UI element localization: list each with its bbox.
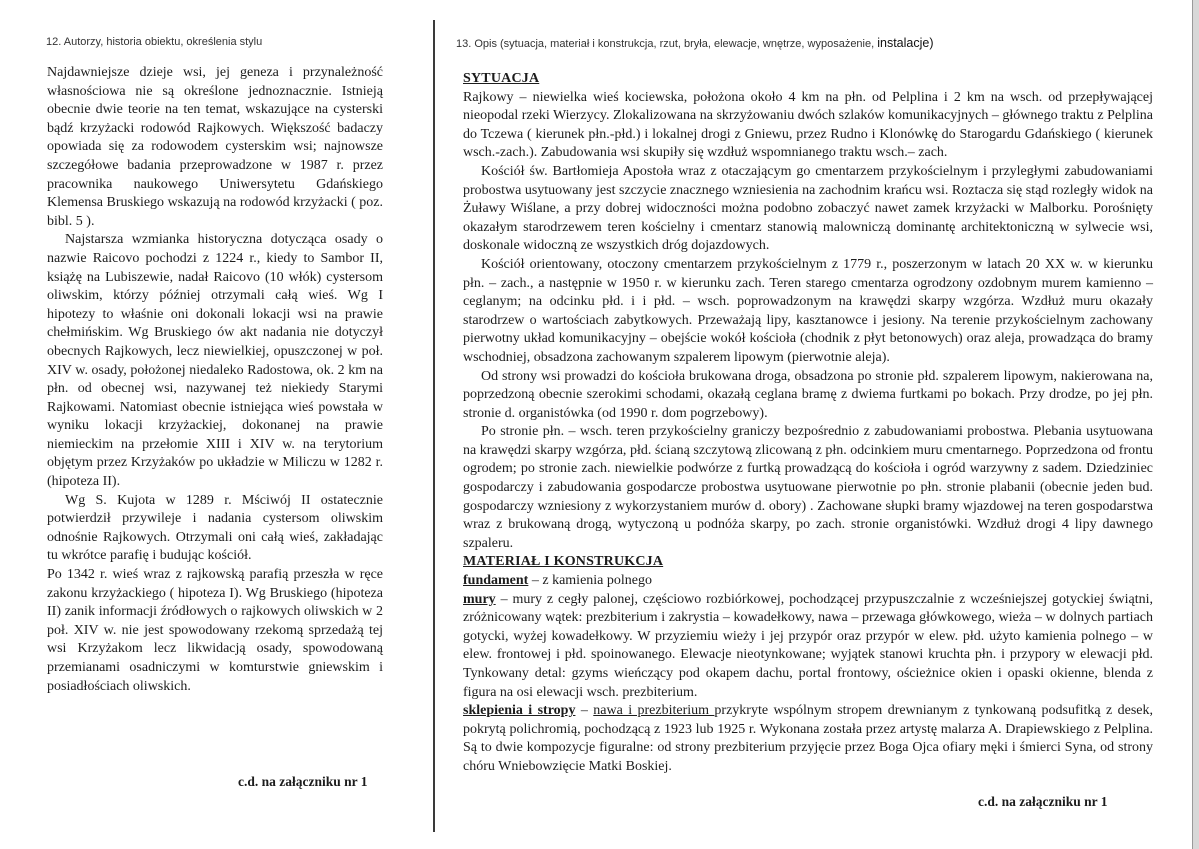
- mury-entry: [463, 591, 1153, 703]
- history-paragraph-4: Po 1342 r. wieś wraz z rajkowską parafią przeszła w ręce zakonu krzyżackiego ( hipoteza I). Wg Bruskiego (hipoteza II) zanik informacji źródłowych o rajkowych oliwskich w 2 poł. XIV w. nie jest spowodowany rzekomą sprzedażą tej wsi Krzyżakom lecz likwidacją osady, spowodowaną przemianami osadniczymi w komturstwie gniewskim i posiadłościach oliwskich.: [47, 567, 383, 694]
- left-continuation-note: c.d. na załączniku nr 1: [238, 774, 368, 789]
- left-page-header: 12. Autorzy, historia obiektu, określenia stylu: [46, 36, 263, 48]
- section-title-material: MATERIAŁ I KONSTRUKCJA: [463, 554, 664, 570]
- history-paragraph-3: Wg S. Kujota w 1289 r. Mściwój II ostatecznie potwierdził przywileje i nadania cystersom oliwskim odnośnie Rajkowych. Otrzymali oni całą wieś, zakładając tu wkrótce parafię i budując kościół.: [47, 492, 383, 564]
- situation-paragraph-5: Po stronie płn. – wsch. teren przykościelny graniczy bezpośrednio z zabudowaniami probostwa. Plebania usytuowana na krawędzi skarpy wzgórza, płd. ścianą szczytową zlicowaną z płn. odcinkiem muru cmentarnego. Poprzedzona od frontu ogrodem; po stronie zach. niewielkie podwórze z furtką prowadzącą do kościoła i ogród warzywny z sadem. Dziedziniec gospodarczy i zabudowania gospodarcze probostwa usytuowane pierwotnie po płn. stronie plabanii (obecnie jeden bud. gospodarczy wzniesiony z wykorzystaniem murów d. obory) . Zachowane słupki bramy wjazdowej na teren gospodarstwa wraz z brukowaną drogą, wytyczoną u podnóża skarpy, po zach. stronie organistówki. Wzdłuż drogi 4 lipy dawnego szpaleru.: [463, 424, 1153, 551]
- mury-label: mury: [463, 591, 496, 607]
- history-text-column: [47, 64, 383, 696]
- sklepienia-sublabel: nawa i prezbiterium: [593, 703, 715, 719]
- right-header-text: 13. Opis (sytuacja, materiał i konstrukcja, rzut, bryła, elewacje, wnętrze, wyposażenie,: [456, 38, 875, 50]
- right-header-tail: instalacje): [877, 36, 934, 50]
- fundament-entry: [463, 572, 1153, 591]
- description-text-column: [463, 70, 1153, 777]
- right-page-header: [456, 36, 934, 50]
- sklepienia-label: sklepienia i stropy: [463, 703, 576, 719]
- situation-paragraph-4: Od strony wsi prowadzi do kościoła brukowana droga, obsadzona po stronie płd. szpalerem lipowym, nakierowana na, poprzedzoną obecnie szerokimi schodami, okazałą ceglana bramę z dwiema furtkami po bokach. Przy drodze, po jej płn. stronie d. organistówka (od 1990 r. dom pogrzebowy).: [463, 368, 1153, 421]
- mury-text: – mury z cegły palonej, częściowo rozbiórkowej, pochodzącej przypuszczalnie z wcześniejszej gotyckiej świątni, zróżnicowany wątek: prezbiterium i zakrystia – kowadełkowy, nawa – przewaga główkowego, wieża – w dolnych partiach gotycki, wyżej kowadełkowy. W przyziemiu wieży i jej przypór oraz przypór w elew. płd. użyto kamienia polnego – w elew. frontowej i płd. spoinowanego. Elewacje nieotynkowane; wyjątek stanowi kruchta płn. i przypory w elewacji płd. Tynkowany detal: gzyms wieńczący pod okapem dachu, portal frontowy, ościeżnice okien i opaski okienne, blenda z figura na osi elewacji wsch. prezbiterium.: [463, 591, 1153, 700]
- sklepienia-text: przykryte wspólnym stropem drewnianym z tynkowaną podsufitką z desek, pokrytą polichromią, pochodzącą z 1923 lub 1925 r. Wykonana została przez artystę malarza A. Drapiewskiego z Pelplina. Są to dwie kompozycje figuralne: od strony prezbiterium przyjęcie przez Boga Ojca ofiary męki i śmierci Syna, od strony chóru Wniebowzięcie Matki Boskiej.: [463, 703, 1154, 774]
- situation-paragraph-1: Rajkowy – niewielka wieś kociewska, położona około 4 km na płn. od Pelplina i 2 km na wsch. od przepływającej nieopodal rzeki Wierzycy. Zlokalizowana na skrzyżowaniu dwóch szlaków komunikacyjnych – głównego traktu z Pelplina do Tczewa ( kierunek płn.-płd.) i lokalnej drogi z Gniewu, przez Rudno i Klonówkę do Starogardu Gdańskiego ( kierunek wsch.-zach.). Zabudowania wsi skupiły się wzdłuż wspomnianego traktu wsch.– zach.: [463, 89, 1153, 161]
- history-paragraph-1: Najdawniejsze dzieje wsi, jej geneza i przynależność własnościowa nie są określone jednoznacznie. Istnieją obecnie dwie teorie na ten temat, wskazujące na cysterski bądź krzyżacki rodowód Rajkowych. Większość badaczy opowiada się za rodowodem cysterskim wsi; najnowsze szczegółowe badania przeprowadzone w 1987 r. przez pracownika naukowego Uniwersytetu Gdańskiego Klemensa Bruskiego wskazują na rodowód krzyżacki ( poz. bibl. 5 ).: [47, 65, 383, 229]
- section-title-situation: SYTUACJA: [463, 71, 540, 86]
- situation-paragraph-2: Kościół św. Bartłomieja Apostoła wraz z otaczającym go cmentarzem przykościelnym i przyległymi zabudowaniami probostwa usytuowany jest szczycie znacznego wzniesienia na zachodnim krańcu wsi. Roztacza się stąd rozległy widok na Żuławy Wiślane, a przy dobrej widoczności można podobno zobaczyć nawet zamek krzyżacki w Malborku. Porośnięty okazałym starodrzewem teren kościelny i cmentarz stanowią malowniczą dominantę architektoniczną w sylwecie wsi, doskonale widoczną ze wszystkich dróg dojazdowych.: [463, 163, 1153, 254]
- page-divider: [433, 20, 435, 832]
- fundament-text: – z kamienia polnego: [528, 573, 652, 589]
- history-paragraph-2: Najstarsza wzmianka historyczna dotycząca osady o nazwie Raicovo pochodzi z 1224 r., kiedy to Sambor II, książę na Lubiszewie, nadał Raicovo (10 włók) cystersom oliwskim, którzy później otrzymali całą wieś. Wg I hipotezy to właśnie oni dokonali lokacji wsi na prawie chełmińskim. Wg Bruskiego ów akt nadania nie dotyczył obecnych Rajkowych, lecz niewielkiej, opuszczonej w poł. XIV w. osady, położonej niedaleko Radostowa, ok. 2 km na płn. od obecnej wsi, nazywanej też niekiedy Starymi Rajkowami. Natomiast obecnie istniejąca wieś powstała w wyniku lokacji krzyżackiej, dokonanej na prawie niemieckim na przełomie XIII i XIV w. na terytorium objętym przez Krzyżaków po układzie w Miliczu w 1282 r.(hipoteza II).: [47, 232, 383, 490]
- situation-paragraph-3: Kościół orientowany, otoczony cmentarzem przykościelnym z 1779 r., poszerzonym w latach 20 XX w. w kierunku płn. – zach., a następnie w 1950 r. w kierunku zach. Teren starego cmentarza ogrodzony ozdobnym murem kamienno – ceglanym; na odcinku płd. i i płd. – wsch. poprowadzonym na krawędzi skarpy wzgórza. Wzdłuż muru okazały starodrzew o wartościach zabytkowych. Przeważają lipy, kasztanowce i jesiony. Na terenie przykościelnym zachowany pierwotny układ komunikacyjny – obejście wokół kościoła (chodnik z płyt betonowych) oraz aleja, prowadząca do bramy wschodniej, obsadzona zachowanym szpalerem lipowym (pierwotnie aleja).: [463, 256, 1153, 365]
- sklepienia-separator: –: [575, 703, 594, 719]
- right-page: [440, 0, 1192, 849]
- sklepienia-entry: [463, 702, 1153, 776]
- page-edge: [1192, 0, 1199, 849]
- right-continuation-note: c.d. na załączniku nr 1: [978, 794, 1108, 809]
- left-page: [0, 0, 430, 849]
- fundament-label: fundament: [463, 573, 529, 589]
